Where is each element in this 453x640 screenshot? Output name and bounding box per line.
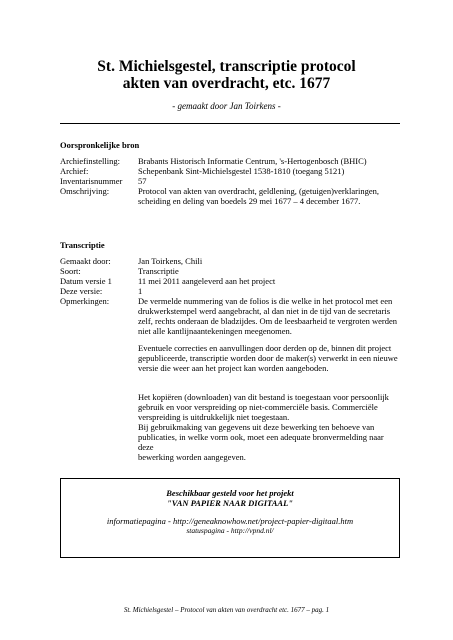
source-row <box>60 196 400 206</box>
paragraph-line: bewerking worden aangegeven. <box>138 452 246 462</box>
transcript-row <box>60 256 400 266</box>
source-row <box>60 156 400 166</box>
title-line-1: St. Michielsgestel, transcriptie protocol <box>97 58 356 75</box>
paragraph-line: gebruik en voor verspreiding op niet-commerciële basis. Commerciële <box>138 402 378 412</box>
transcript-value: drukwerkstempel werd aangebracht, al dan niet in de tijd van de secretaris <box>138 306 391 316</box>
project-box <box>60 478 400 558</box>
transcript-row <box>60 286 400 296</box>
transcript-row <box>60 266 400 276</box>
transcript-row <box>60 306 400 316</box>
transcript-value: niet alle kantlijnaantekeningen meegenomen. <box>138 326 292 336</box>
paragraph-line: gepubliceerde, transcriptie worden door de maker(s) verwerkt in een nieuwe <box>138 353 398 363</box>
transcript-key: Datum versie 1 <box>60 276 112 286</box>
source-row <box>60 186 400 196</box>
source-heading: Oorspronkelijke bron <box>60 140 140 150</box>
paragraph-line: versie die weer aan het project kan worden aangeboden. <box>138 363 329 373</box>
source-key <box>60 196 138 206</box>
paragraph-line: Het kopiëren (downloaden) van dit bestand is toegestaan voor persoonlijk <box>138 392 389 402</box>
transcript-key: Soort: <box>60 266 81 276</box>
source-key: Inventarisnummer <box>60 176 123 186</box>
transcript-key <box>60 316 138 326</box>
source-table <box>60 156 400 206</box>
status-page-link[interactable]: statuspagina - http://vpnd.nl/ <box>186 526 274 535</box>
info-page-link[interactable]: informatiepagina - http://geneaknowhow.net/project-papier-digitaal.htm <box>106 516 354 526</box>
project-heading <box>61 488 399 508</box>
paragraph-line: verspreiding is uitdrukkelijk niet toegestaan. <box>138 412 290 422</box>
header-divider <box>60 123 400 124</box>
transcript-key: Gemaakt door: <box>60 256 111 266</box>
transcript-row <box>60 296 400 306</box>
source-value: Protocol van akten van overdracht, geldlening, (getuigen)verklaringen, <box>138 186 379 196</box>
paragraph-line: Bij gebruikmaking van gegevens uit deze bewerking ten behoeve van <box>138 422 375 432</box>
document-title <box>0 58 453 92</box>
source-value: scheiding en deling van boedels 29 mei 1677 – 4 december 1677. <box>138 196 361 206</box>
source-key: Archief: <box>60 166 89 176</box>
transcript-heading: Transcriptie <box>60 240 105 250</box>
source-row <box>60 166 400 176</box>
transcript-value: Transcriptie <box>138 266 179 276</box>
transcript-value: Jan Toirkens, Chili <box>138 256 203 266</box>
transcript-table <box>60 256 400 336</box>
author-credit: - gemaakt door Jan Toirkens - <box>172 101 281 111</box>
project-line-2: "VAN PAPIER NAAR DIGITAAL" <box>166 498 294 508</box>
transcript-value: 1 <box>138 286 143 296</box>
transcript-key: Opmerkingen: <box>60 296 110 306</box>
title-line-2: akten van overdracht, etc. 1677 <box>122 75 331 92</box>
source-value: Brabants Historisch Informatie Centrum, 's-Hertogenbosch (BHIC) <box>138 156 367 166</box>
copyright-paragraph <box>138 392 400 462</box>
transcript-value: De vermelde nummering van de folios is die welke in het protocol met een <box>138 296 393 306</box>
source-value: Schepenbank Sint-Michielsgestel 1538-1810 (toegang 5121) <box>138 166 345 176</box>
source-row <box>60 176 400 186</box>
transcript-row <box>60 316 400 326</box>
paragraph-line: publicaties, in welke vorm ook, moet een adequate bronvermelding naar deze <box>138 432 384 452</box>
transcript-key: Deze versie: <box>60 286 103 296</box>
transcript-key <box>60 306 138 316</box>
page-footer: St. Michielsgestel – Protocol van akten van overdracht etc. 1677 – pag. 1 <box>123 606 330 614</box>
transcript-key <box>60 326 138 336</box>
source-value: 57 <box>138 176 147 186</box>
corrections-paragraph <box>138 343 400 373</box>
transcript-row <box>60 276 400 286</box>
transcript-row <box>60 326 400 336</box>
source-key: Archiefinstelling: <box>60 156 120 166</box>
transcript-value: zelf, rechts onderaan de bladzijdes. Om de leesbaarheid te vergroten werden <box>138 316 397 326</box>
project-line-1: Beschikbaar gesteld voor het projekt <box>166 488 294 498</box>
source-key: Omschrijving: <box>60 186 110 196</box>
paragraph-line: Eventuele correcties en aanvullingen door derden op de, binnen dit project <box>138 343 392 353</box>
transcript-value: 11 mei 2011 aangeleverd aan het project <box>138 276 276 286</box>
